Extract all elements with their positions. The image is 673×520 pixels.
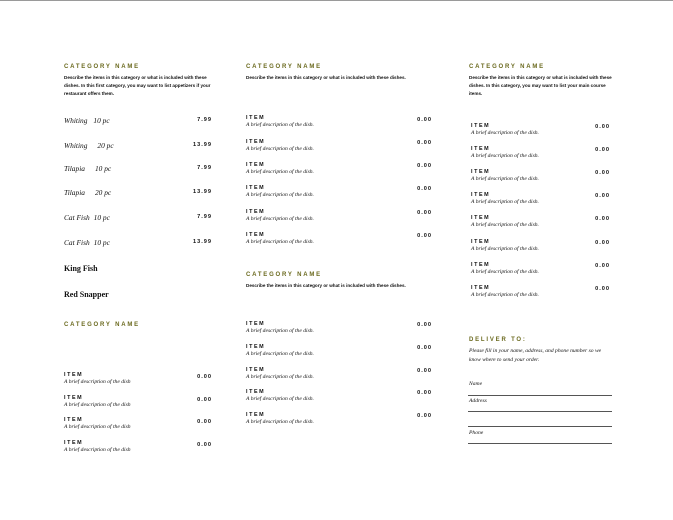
item-description: A brief description of the dish. bbox=[471, 130, 539, 136]
menu-item bbox=[246, 115, 314, 128]
item-description: A brief description of the dish. bbox=[246, 122, 314, 128]
item-description: A brief description of the dish. bbox=[471, 199, 539, 205]
category-title: CATEGORY NAME bbox=[469, 64, 545, 70]
menu-item bbox=[246, 162, 314, 175]
item-price: 0.00 bbox=[197, 397, 212, 403]
item-price: 0.00 bbox=[595, 216, 610, 222]
menu-item bbox=[246, 185, 314, 198]
item-description: A brief description of the dish bbox=[64, 379, 131, 385]
item-price: 0.00 bbox=[417, 117, 432, 123]
menu-item bbox=[471, 169, 539, 182]
address-field-line[interactable] bbox=[468, 411, 612, 412]
item-price: 0.00 bbox=[595, 263, 610, 269]
fish-row: Cat Fish 10 pc bbox=[64, 238, 110, 247]
item-price: 0.00 bbox=[197, 442, 212, 448]
item-price: 0.00 bbox=[197, 374, 212, 380]
fish-price: 7.99 bbox=[197, 117, 212, 123]
item-description: A brief description of the dish. bbox=[471, 153, 539, 159]
item-description: A brief description of the dish. bbox=[246, 169, 314, 175]
menu-item bbox=[471, 262, 539, 275]
item-name: ITEM bbox=[471, 239, 491, 245]
category-description: Describe the items in this category or what is included with these dishes. bbox=[246, 283, 406, 288]
item-name: ITEM bbox=[246, 139, 266, 145]
deliver-to-title: DELIVER TO: bbox=[469, 337, 527, 343]
menu-item bbox=[246, 139, 314, 152]
item-price: 0.00 bbox=[417, 210, 432, 216]
menu-item bbox=[64, 395, 131, 408]
item-price: 0.00 bbox=[417, 186, 432, 192]
item-description: A brief description of the dish. bbox=[471, 176, 539, 182]
item-name: ITEM bbox=[246, 367, 266, 373]
fish-price: 7.99 bbox=[197, 165, 212, 171]
menu-item bbox=[246, 232, 314, 245]
item-name: ITEM bbox=[246, 232, 266, 238]
fish-row: Cat Fish 10 pc bbox=[64, 213, 110, 222]
item-price: 0.00 bbox=[417, 163, 432, 169]
menu-item bbox=[246, 344, 314, 357]
special-item: Red Snapper bbox=[64, 290, 109, 299]
item-name: ITEM bbox=[246, 185, 266, 191]
category-title: CATEGORY NAME bbox=[246, 64, 322, 70]
item-description: A brief description of the dish bbox=[64, 447, 131, 453]
fish-price: 13.99 bbox=[193, 142, 212, 148]
item-name: ITEM bbox=[246, 389, 266, 395]
category-description: Describe the items in this category or what is included with these dishes. In this category, you may want to list your main course items. bbox=[469, 75, 612, 96]
name-field-line[interactable] bbox=[468, 395, 612, 396]
menu-item bbox=[64, 372, 131, 385]
item-name: ITEM bbox=[471, 146, 491, 152]
item-name: ITEM bbox=[471, 215, 491, 221]
item-price: 0.00 bbox=[417, 322, 432, 328]
item-name: ITEM bbox=[246, 344, 266, 350]
deliver-instructions: Please fill in your name, address, and phone number so we know where to send your order. bbox=[469, 348, 602, 363]
category-description: Describe the items in this category or what is included with these dishes. In this first category, you may want to list appetizers if your restaurant offers them. bbox=[64, 75, 211, 96]
item-name: ITEM bbox=[64, 417, 84, 423]
fish-row: Whiting 10 pc bbox=[64, 116, 110, 125]
item-name: ITEM bbox=[64, 372, 84, 378]
item-name: ITEM bbox=[246, 321, 266, 327]
item-description: A brief description of the dish. bbox=[471, 292, 539, 298]
item-price: 0.00 bbox=[595, 240, 610, 246]
menu-item bbox=[471, 285, 539, 298]
item-description: A brief description of the dish. bbox=[471, 246, 539, 252]
item-price: 0.00 bbox=[197, 419, 212, 425]
item-price: 0.00 bbox=[417, 345, 432, 351]
fish-price: 13.99 bbox=[193, 189, 212, 195]
item-name: ITEM bbox=[471, 169, 491, 175]
menu-item bbox=[246, 321, 314, 334]
category-title: CATEGORY NAME bbox=[64, 64, 140, 70]
phone-field-line[interactable] bbox=[468, 443, 612, 444]
fish-price: 7.99 bbox=[197, 214, 212, 220]
menu-item bbox=[471, 192, 539, 205]
item-price: 0.00 bbox=[595, 170, 610, 176]
item-name: ITEM bbox=[246, 412, 266, 418]
item-description: A brief description of the dish. bbox=[246, 374, 314, 380]
item-price: 0.00 bbox=[417, 368, 432, 374]
category-title: CATEGORY NAME bbox=[246, 272, 322, 278]
phone-field-label: Phone bbox=[469, 430, 484, 436]
menu-item bbox=[64, 440, 131, 453]
item-name: ITEM bbox=[64, 395, 84, 401]
item-price: 0.00 bbox=[595, 193, 610, 199]
item-price: 0.00 bbox=[595, 286, 610, 292]
page-top-border bbox=[0, 0, 673, 1]
menu-item bbox=[471, 146, 539, 159]
menu-item bbox=[471, 123, 539, 136]
item-name: ITEM bbox=[471, 123, 491, 129]
item-name: ITEM bbox=[471, 285, 491, 291]
name-field-label: Name bbox=[469, 381, 483, 387]
item-description: A brief description of the dish. bbox=[246, 419, 314, 425]
item-price: 0.00 bbox=[595, 147, 610, 153]
item-description: A brief description of the dish. bbox=[246, 192, 314, 198]
fish-row: Whiting 20 pc bbox=[64, 141, 114, 150]
item-description: A brief description of the dish. bbox=[471, 222, 539, 228]
item-name: ITEM bbox=[246, 209, 266, 215]
item-name: ITEM bbox=[246, 162, 266, 168]
menu-item bbox=[471, 239, 539, 252]
menu-item bbox=[246, 412, 314, 425]
item-name: ITEM bbox=[471, 192, 491, 198]
fish-price: 13.99 bbox=[193, 239, 212, 245]
category-title: CATEGORY NAME bbox=[64, 322, 140, 328]
item-description: A brief description of the dish. bbox=[246, 216, 314, 222]
special-item: King Fish bbox=[64, 264, 98, 273]
item-price: 0.00 bbox=[417, 140, 432, 146]
menu-item bbox=[246, 389, 314, 402]
menu-item bbox=[471, 215, 539, 228]
item-price: 0.00 bbox=[595, 124, 610, 130]
address-field-label: Address bbox=[469, 398, 487, 404]
category-description: Describe the items in this category or what is included with these dishes. bbox=[246, 75, 406, 80]
fish-row: Tilapia 20 pc bbox=[64, 188, 112, 197]
item-price: 0.00 bbox=[417, 233, 432, 239]
item-description: A brief description of the dish bbox=[64, 402, 131, 408]
item-description: A brief description of the dish bbox=[64, 424, 131, 430]
menu-item bbox=[64, 417, 131, 430]
item-description: A brief description of the dish. bbox=[246, 328, 314, 334]
item-name: ITEM bbox=[246, 115, 266, 121]
item-description: A brief description of the dish. bbox=[246, 351, 314, 357]
item-description: A brief description of the dish. bbox=[471, 269, 539, 275]
fish-row: Tilapia 10 pc bbox=[64, 164, 112, 173]
address-field-line-2[interactable] bbox=[468, 426, 612, 427]
menu-item bbox=[246, 367, 314, 380]
item-name: ITEM bbox=[64, 440, 84, 446]
item-description: A brief description of the dish. bbox=[246, 146, 314, 152]
item-description: A brief description of the dish. bbox=[246, 239, 314, 245]
menu-item bbox=[246, 209, 314, 222]
item-price: 0.00 bbox=[417, 413, 432, 419]
item-price: 0.00 bbox=[417, 390, 432, 396]
item-description: A brief description of the dish. bbox=[246, 396, 314, 402]
item-name: ITEM bbox=[471, 262, 491, 268]
